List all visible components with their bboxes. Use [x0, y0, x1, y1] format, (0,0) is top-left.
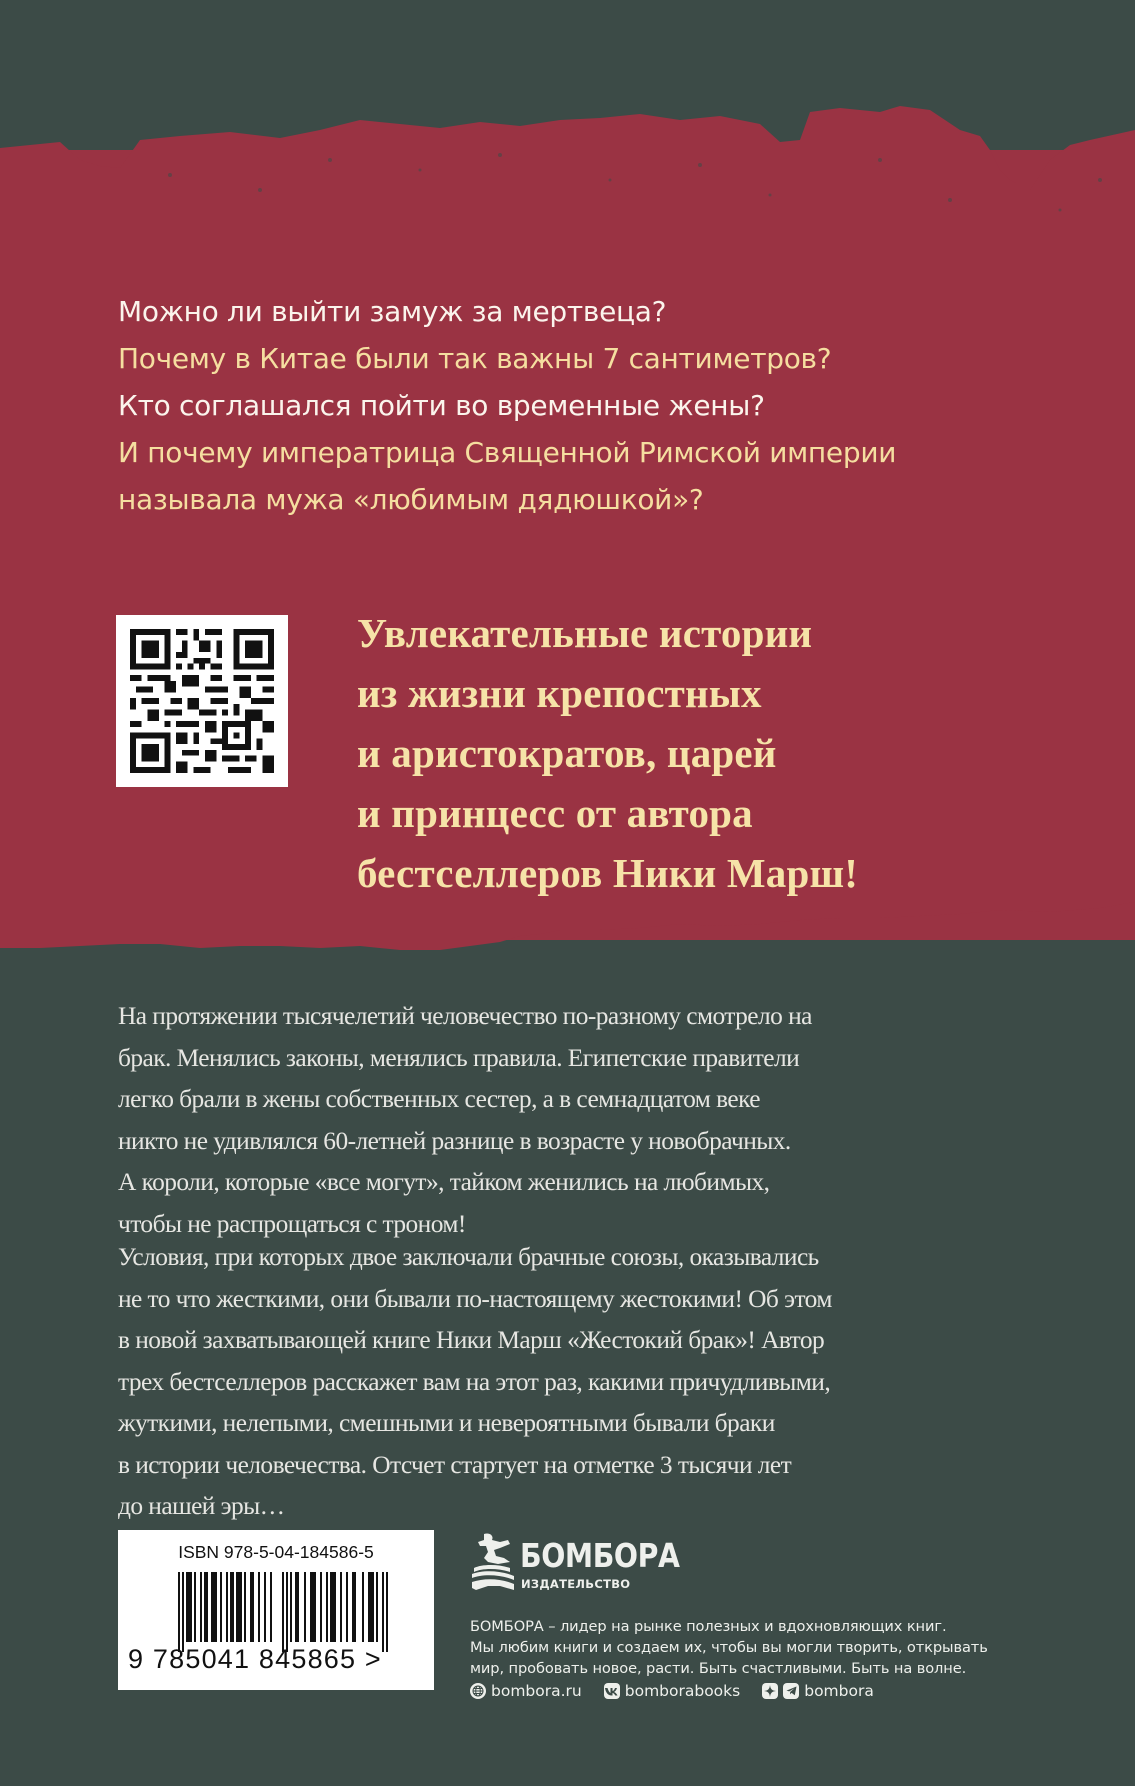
social-vk[interactable]	[604, 1682, 740, 1700]
text-line: в новой захватывающей книге Ники Марш «Жестокий брак»! Автор	[118, 1326, 825, 1354]
question-3: Кто соглашался пойти во временные жены?	[118, 389, 765, 422]
social-telegram[interactable]	[762, 1682, 874, 1700]
text-line: Условия, при которых двое заключали брачные союзы, оказывались	[118, 1243, 819, 1271]
headline-line: бестселлеров Ники Марш!	[357, 850, 859, 896]
text-line: На протяжении тысячелетий человечество по-разному смотрело на	[118, 1002, 812, 1030]
text-line: Мы любим книги и создаем их, чтобы вы могли творить, открывать	[470, 1639, 988, 1656]
publisher-subtitle: ИЗДАТЕЛЬСТВО	[521, 1577, 631, 1591]
text-line: до нашей эры…	[118, 1492, 285, 1520]
headline-line: и принцесс от автора	[357, 790, 753, 836]
text-line: в истории человечества. Отсчет стартует на отметке 3 тысячи лет	[118, 1450, 792, 1479]
text-line: не то что жесткими, они бывали по-настоящему жестокими! Об этом	[118, 1284, 832, 1313]
barcode-icon	[178, 1572, 398, 1652]
text-line: БОМБОРА – лидер на рынке полезных и вдохновляющих книг.	[470, 1618, 947, 1635]
social-links	[470, 1682, 896, 1700]
question-4: И почему императрица Священной Римской империи	[118, 436, 897, 469]
headline-line: и аристократов, царей	[357, 730, 777, 776]
qr-code[interactable]	[116, 615, 288, 787]
text-line: чтобы не распрощаться с троном!	[118, 1209, 466, 1238]
publisher-name: БОМБОРА	[520, 1536, 680, 1575]
text-line: легко брали в жены собственных сестер, а в семнадцатом веке	[118, 1085, 760, 1113]
description-paragraph-2	[118, 1237, 1038, 1528]
social-website[interactable]	[470, 1682, 582, 1700]
bombora-logo-icon	[470, 1532, 516, 1596]
text-line: брак. Менялись законы, менялись правила. Египетские правители	[118, 1043, 800, 1072]
headline-line: из жизни крепостных	[357, 670, 762, 716]
social-label: bomborabooks	[624, 1682, 741, 1700]
qr-code-icon	[130, 629, 274, 773]
headline-line: Увлекательные истории	[357, 610, 813, 656]
sparkle-icon	[762, 1683, 778, 1699]
headline	[357, 603, 1077, 903]
vk-icon	[604, 1683, 620, 1699]
question-5: называла мужа «любимым дядюшкой»?	[118, 483, 704, 516]
rough-paint-edge-top	[0, 100, 1135, 260]
question-2: Почему в Китае были так важны 7 сантиметров?	[118, 342, 832, 375]
text-line: жуткими, нелепыми, смешными и невероятными бывали браки	[118, 1409, 775, 1437]
text-line: трех бестселлеров расскажет вам на этот раз, какими причудливыми,	[118, 1367, 831, 1396]
text-line: никто не удивлялся 60-летней разнице в возрасте у новобрачных.	[118, 1126, 791, 1155]
publisher-logo[interactable]	[470, 1532, 690, 1602]
ean-digits: 9 785041 845865 >	[128, 1644, 382, 1674]
globe-icon	[470, 1683, 486, 1699]
publisher-description	[470, 1616, 1110, 1679]
isbn-number: ISBN 978-5-04-184586-5	[178, 1542, 374, 1562]
text-line: мир, пробовать новое, расти. Быть счастливыми. Быть на волне.	[470, 1660, 967, 1677]
question-1: Можно ли выйти замуж за мертвеца?	[118, 295, 667, 328]
text-line: А короли, которые «все могут», тайком женились на любимых,	[118, 1168, 770, 1196]
social-label: bombora.ru	[491, 1682, 582, 1700]
isbn-barcode-label	[118, 1530, 434, 1690]
description-paragraph-1	[118, 996, 1038, 1245]
social-label: bombora	[804, 1682, 874, 1700]
teaser-questions	[118, 288, 1018, 523]
telegram-icon	[783, 1683, 799, 1699]
